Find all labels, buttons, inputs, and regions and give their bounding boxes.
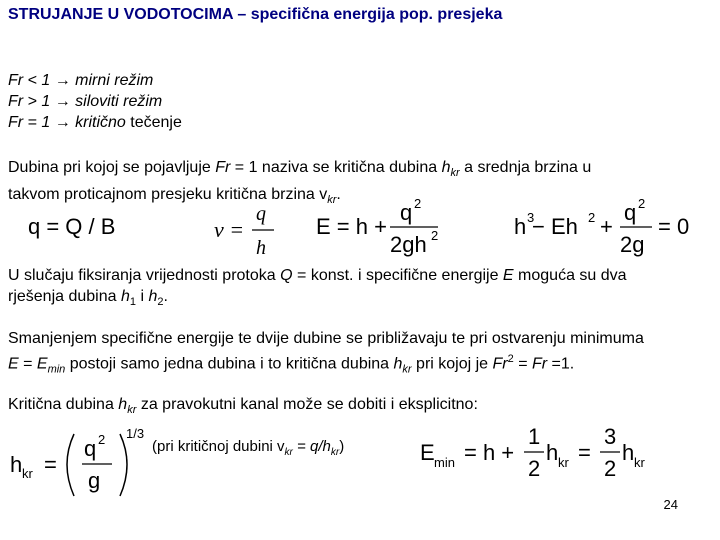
paragraph-minimum-energy bbox=[8, 328, 644, 381]
equation-subscript: min bbox=[434, 455, 455, 470]
left-paren-icon bbox=[67, 434, 74, 496]
text: h bbox=[120, 288, 130, 305]
equation-denominator: g bbox=[88, 468, 101, 493]
text: h bbox=[393, 355, 403, 373]
equation-denominator: 2g bbox=[620, 232, 645, 257]
equation-text: q = Q / B bbox=[28, 214, 116, 239]
text: kr bbox=[127, 404, 137, 417]
equation-text: = bbox=[578, 440, 591, 465]
page-number: 24 bbox=[663, 497, 678, 512]
equation-numerator: q bbox=[256, 203, 266, 225]
equation-text: = bbox=[44, 452, 57, 477]
text: Fr bbox=[531, 355, 548, 373]
paragraph-two-depths bbox=[8, 265, 627, 313]
text: rješenja dubina bbox=[8, 288, 121, 305]
equation-exponent: 2 bbox=[414, 196, 422, 211]
equation-denominator: 2 bbox=[528, 456, 541, 481]
slide-title: STRUJANJE U VODOTOCIMA – specifična energija pop. presjeka bbox=[8, 6, 503, 23]
text: E bbox=[8, 355, 19, 373]
regime-supercritical bbox=[8, 91, 162, 112]
text: postoji samo jedna dubina i to kritična dubina bbox=[65, 355, 394, 373]
equation-denominator: 2gh bbox=[390, 232, 427, 257]
text: moguća su dva bbox=[513, 267, 627, 284]
text: Kritična dubina bbox=[8, 396, 119, 413]
text: . bbox=[336, 186, 341, 204]
equation-numerator: q bbox=[624, 200, 637, 225]
regime-rhs-rest: tečenje bbox=[125, 114, 182, 131]
equation-exponent: 1/3 bbox=[126, 426, 145, 441]
text: kr bbox=[284, 447, 293, 458]
text: = q/h bbox=[292, 438, 331, 455]
text: ) bbox=[339, 438, 345, 455]
equation-specific-energy bbox=[314, 196, 444, 260]
paragraph-critical-depth bbox=[8, 157, 591, 211]
equation-numerator: q bbox=[84, 436, 97, 461]
regime-subcritical bbox=[8, 70, 153, 91]
equation-exponent: 2 bbox=[98, 432, 106, 447]
equation-text: = 0 bbox=[658, 214, 690, 239]
text: = 1 naziva se kritična dubina bbox=[230, 159, 442, 176]
equation-subscript: kr bbox=[558, 455, 569, 470]
regime-lhs: Fr = 1 bbox=[8, 114, 51, 131]
equation-numerator: 1 bbox=[528, 424, 541, 449]
text: kr bbox=[330, 447, 340, 458]
regime-critical bbox=[8, 112, 182, 133]
text: i bbox=[136, 288, 149, 305]
text: . bbox=[163, 288, 168, 305]
equation-text: E = h + bbox=[316, 214, 387, 239]
equation-text: h bbox=[514, 214, 527, 239]
text: 2 bbox=[507, 353, 514, 365]
arrow-icon: → bbox=[54, 114, 71, 131]
text: kr bbox=[450, 167, 460, 180]
paragraph-explicit bbox=[8, 394, 478, 421]
equation-unit-discharge bbox=[28, 208, 138, 244]
equation-exponent: 2 bbox=[638, 196, 646, 211]
text: E bbox=[502, 267, 514, 284]
equation-text: E bbox=[420, 440, 435, 465]
equation-exponent: 2 bbox=[431, 228, 439, 243]
text: Dubina pri kojoj se pojavljuje bbox=[8, 159, 216, 176]
equation-text: = h + bbox=[464, 440, 515, 465]
text: Fr bbox=[215, 159, 231, 176]
regime-lhs: Fr > 1 bbox=[8, 93, 51, 110]
regime-lhs: Fr < 1 bbox=[8, 72, 51, 89]
arrow-icon: → bbox=[54, 72, 71, 89]
text: Q bbox=[280, 267, 293, 284]
equation-text: v = bbox=[214, 217, 245, 242]
equation-subscript: kr bbox=[22, 466, 33, 481]
equation-velocity bbox=[212, 200, 282, 260]
text: min bbox=[47, 363, 66, 376]
text: 1 bbox=[129, 296, 136, 309]
equation-text: + bbox=[600, 214, 613, 239]
equation-numerator: 3 bbox=[604, 424, 617, 449]
text: (pri kritičnoj dubini v bbox=[152, 438, 285, 455]
right-paren-icon bbox=[120, 434, 127, 496]
text: Smanjenjem specifične energije te dvije dubine se približavaju te pri ostvarenju minimuma bbox=[8, 330, 644, 347]
equation-critical-depth bbox=[8, 424, 158, 504]
equation-numerator: q bbox=[400, 200, 413, 225]
equation-text: − Eh bbox=[532, 214, 578, 239]
text: takvom proticajnom presjeku kritična brzina v bbox=[8, 186, 328, 204]
equation-subscript: kr bbox=[634, 455, 645, 470]
regime-rhs: kritično bbox=[75, 114, 126, 131]
equation-denominator: h bbox=[256, 237, 266, 259]
text: h bbox=[148, 288, 158, 305]
note-critical-velocity bbox=[152, 436, 344, 463]
equation-exponent: 2 bbox=[588, 210, 596, 225]
equation-exponent: 3 bbox=[527, 210, 535, 225]
text: h bbox=[441, 159, 451, 176]
text: = bbox=[513, 355, 532, 373]
regime-rhs: siloviti režim bbox=[75, 93, 163, 110]
regime-rhs: mirni režim bbox=[75, 72, 154, 89]
text: = bbox=[18, 355, 37, 373]
equation-text: h bbox=[622, 440, 635, 465]
text: za pravokutni kanal može se dobiti i eksplicitno: bbox=[136, 396, 478, 413]
text: kr bbox=[402, 363, 412, 376]
equation-text: h bbox=[546, 440, 559, 465]
text: E bbox=[36, 355, 48, 373]
equation-cubic bbox=[512, 196, 702, 260]
text: h bbox=[118, 396, 128, 413]
arrow-icon: → bbox=[54, 93, 71, 110]
text: pri kojoj je bbox=[411, 355, 493, 373]
text: 2 bbox=[157, 296, 164, 309]
equation-minimum-energy bbox=[418, 420, 658, 490]
text: U slučaju fiksiranja vrijednosti protoka bbox=[8, 267, 281, 284]
text: kr bbox=[327, 194, 337, 207]
equation-text: h bbox=[10, 452, 23, 477]
text: a srednja brzina u bbox=[459, 159, 592, 176]
text: Fr bbox=[492, 355, 508, 373]
text: = konst. i specifične energije bbox=[292, 267, 503, 284]
text: =1. bbox=[547, 355, 575, 373]
equation-denominator: 2 bbox=[604, 456, 617, 481]
